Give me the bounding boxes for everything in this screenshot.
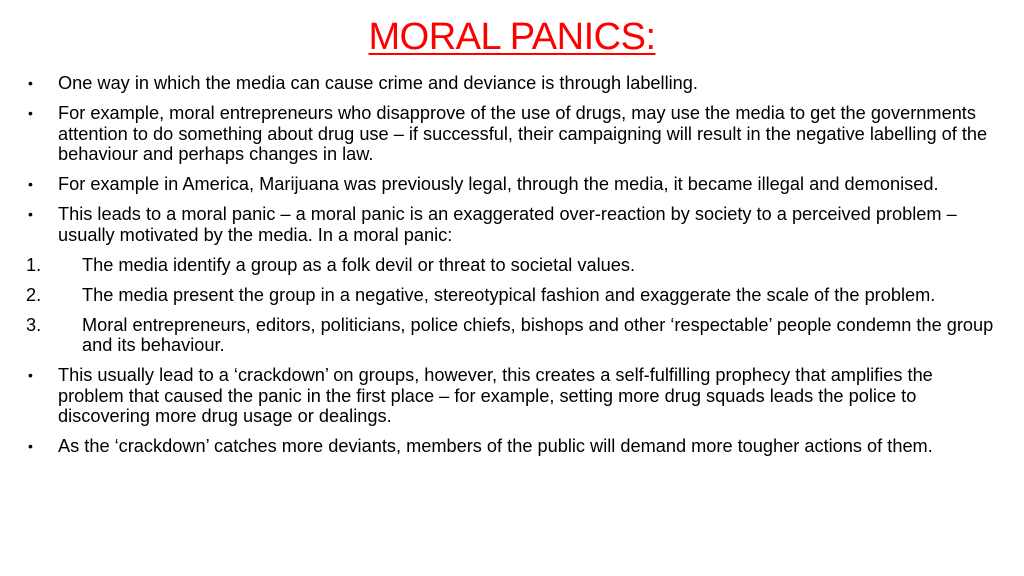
list-item-bullet-6 bbox=[26, 436, 994, 457]
list-item-bullet-3 bbox=[26, 174, 994, 195]
bullet-marker: • bbox=[28, 367, 33, 383]
list-item-numbered-3 bbox=[26, 315, 994, 356]
list-item-text: As the ‘crackdown’ catches more deviants, members of the public will demand more tougher actions of them. bbox=[58, 436, 933, 456]
number-marker: 1. bbox=[26, 254, 42, 275]
list-item-numbered-2 bbox=[26, 285, 994, 306]
list-item-text: One way in which the media can cause crime and deviance is through labelling. bbox=[58, 73, 698, 93]
number-marker: 2. bbox=[26, 284, 42, 305]
bullet-marker: • bbox=[28, 438, 33, 454]
bullet-marker: • bbox=[28, 206, 33, 222]
number-marker: 3. bbox=[26, 314, 42, 335]
list-item-text: For example, moral entrepreneurs who disapprove of the use of drugs, may use the media to get the governments attention to do something about drug use – if successful, their campaigning will result in the negative labelling of the behaviour and perhaps changes in law. bbox=[58, 103, 988, 164]
list-item-numbered-1 bbox=[26, 255, 994, 276]
list-item-text: The media present the group in a negative, stereotypical fashion and exaggerate the scale of the problem. bbox=[82, 284, 936, 305]
list-item-bullet-5 bbox=[26, 365, 994, 427]
bullet-marker: • bbox=[28, 75, 33, 91]
bullet-marker: • bbox=[28, 105, 33, 121]
list-item-text: The media identify a group as a folk devil or threat to societal values. bbox=[82, 254, 635, 275]
bullet-marker: • bbox=[28, 176, 33, 192]
slide-title: MORAL PANICS: bbox=[368, 16, 656, 58]
list-item-text: This usually lead to a ‘crackdown’ on groups, however, this creates a self-fulfilling prophecy that amplifies the problem that caused the panic in the first place – for example, setting more drug squads leads the police to discovering more drug usage or dealings. bbox=[58, 365, 933, 426]
list-item-text: For example in America, Marijuana was previously legal, through the media, it became illegal and demonised. bbox=[58, 174, 939, 194]
list-item-text: Moral entrepreneurs, editors, politicians, police chiefs, bishops and other ‘respectable’ people condemn the group and its behaviour. bbox=[82, 314, 994, 355]
list-item-bullet-1 bbox=[26, 73, 994, 94]
list-item-bullet-2 bbox=[26, 103, 994, 165]
list-item-bullet-4 bbox=[26, 204, 994, 245]
list-item-text: This leads to a moral panic – a moral panic is an exaggerated over-reaction by society to a perceived problem – usually motivated by the media. In a moral panic: bbox=[58, 204, 957, 245]
slide-body-list bbox=[26, 73, 994, 457]
